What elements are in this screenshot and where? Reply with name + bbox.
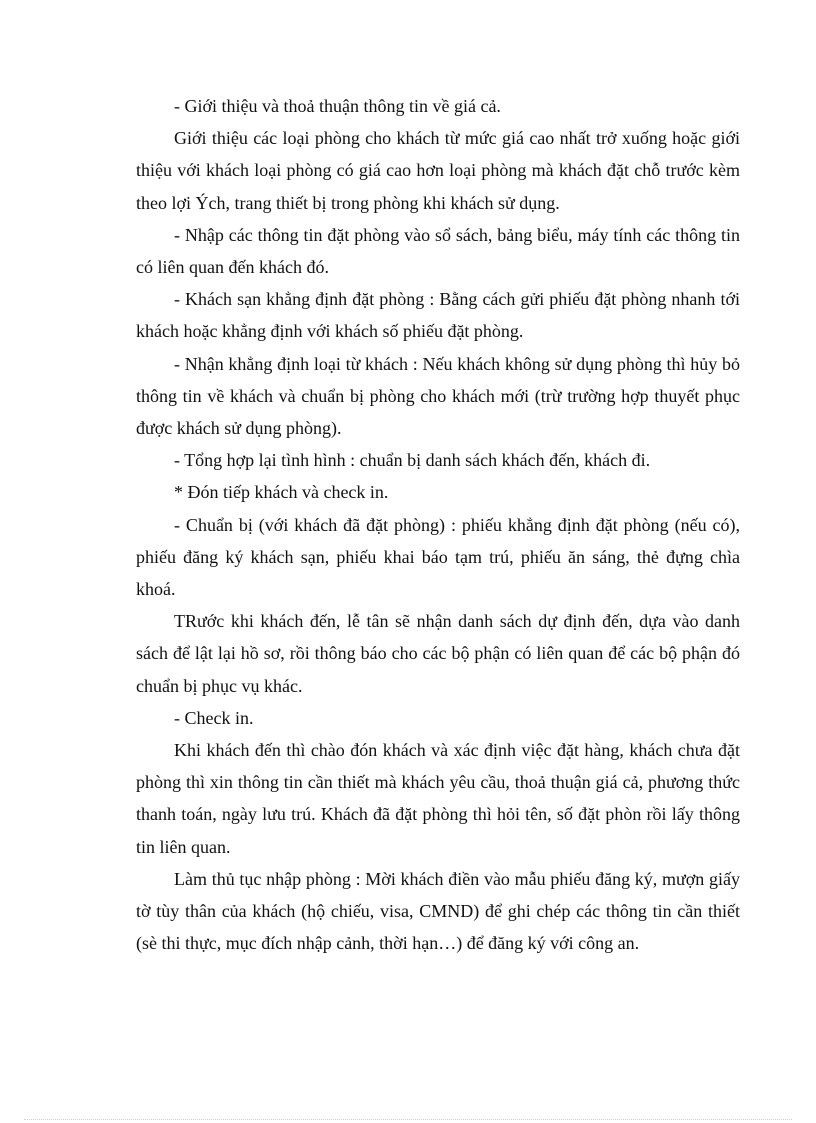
paragraph-preparation: - Chuẩn bị (với khách đã đặt phòng) : phiếu khẳng định đặt phòng (nếu có), phiếu đăng ký khách sạn, phiếu khai báo tạm trú, phiếu ăn sáng, thẻ đựng chìa khoá. [136, 514, 740, 600]
paragraph-checkin: - Check in. [174, 707, 254, 728]
paragraph-summary: - Tổng hợp lại tình hình : chuẩn bị danh sách khách đến, khách đi. [174, 450, 651, 471]
paragraph-guest-confirm: - Nhận khẳng định loại từ khách : Nếu khách không sử dụng phòng thì hủy bỏ thông tin về khách và chuẩn bị phòng cho khách mới (trừ trường hợp thuyết phục được khách sử dụng phòng). [136, 353, 740, 439]
paragraph-checkin-heading: * Đón tiếp khách và check in. [174, 482, 389, 503]
paragraph-price-intro: - Giới thiệu và thoả thuận thông tin về giá cả. [174, 96, 501, 116]
paragraph-room-procedure: Làm thủ tục nhập phòng : Mời khách điền vào mẫu phiếu đăng ký, mượn giấy tờ tùy thân của khách (hộ chiếu, visa, CMND) để ghi chép các thông tin cần thiết (sè thi thực, mục đích nhập cảnh, thời hạn…) để đăng ký với công an. [136, 868, 740, 954]
paragraph-room-types: Giới thiệu các loại phòng cho khách từ mức giá cao nhất trở xuống hoặc giới thiệu với khách loại phòng có giá cao hơn loại phòng mà khách đặt chỗ trước kèm theo lợi Ých, trang thiết bị trong phòng khi khách sử dụng. [136, 128, 740, 213]
paragraph-on-arrival: Khi khách đến thì chào đón khách và xác định việc đặt hàng, khách chưa đặt phòng thì xin thông tin cần thiết mà khách yêu cầu, thoả thuận giá cả, phương thức thanh toán, ngày lưu trú. Khách đã đặt phòng thì hỏi tên, số đặt phòn rồi lấy thông tin liên quan. [136, 740, 740, 857]
paragraph-hotel-confirm: - Khách sạn khẳng định đặt phòng : Bằng cách gửi phiếu đặt phòng nhanh tới khách hoặc khẳng định với khách số phiếu đặt phòng. [136, 289, 740, 342]
paragraph-enter-info: - Nhập các thông tin đặt phòng vào sổ sách, bảng biểu, máy tính các thông tin có liên quan đến khách đó. [136, 224, 740, 278]
page-bottom-divider [24, 1119, 792, 1120]
paragraph-before-arrival: TRước khi khách đến, lễ tân sẽ nhận danh sách dự định đến, dựa vào danh sách để lật lại hồ sơ, rồi thông báo cho các bộ phận có liên quan để các bộ phận đó chuẩn bị phục vụ khác. [136, 611, 740, 696]
document-body [136, 90, 740, 959]
